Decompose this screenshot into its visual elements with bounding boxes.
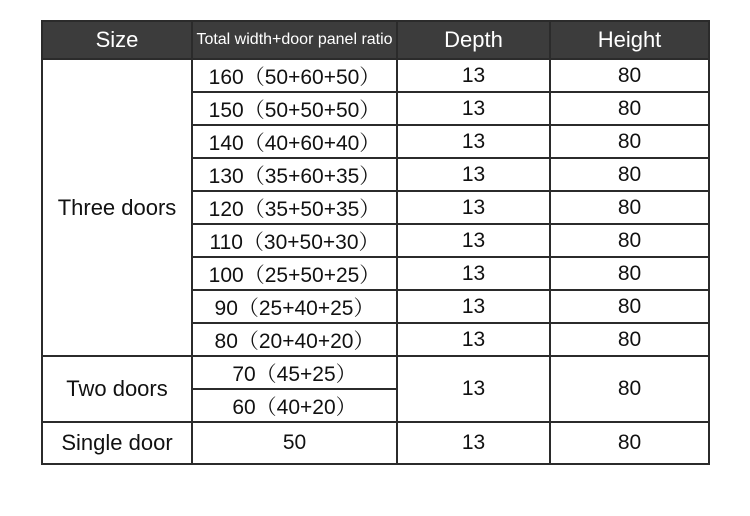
depth-cell: 13: [397, 290, 550, 323]
depth-cell: 13: [397, 191, 550, 224]
table-row: [42, 356, 709, 389]
height-cell: 80: [550, 224, 709, 257]
header-size: Size: [42, 21, 192, 59]
header-height: Height: [550, 21, 709, 59]
size-spec-table: [41, 20, 710, 465]
height-cell: 80: [550, 59, 709, 92]
depth-cell: 13: [397, 59, 550, 92]
header-ratio: Total width+door panel ratio: [192, 21, 397, 59]
height-cell: 80: [550, 422, 709, 464]
depth-cell: 13: [397, 125, 550, 158]
header-row: [42, 21, 709, 59]
ratio-cell: 90（25+40+25）: [192, 290, 397, 323]
height-cell: 80: [550, 191, 709, 224]
group-label-single-door: Single door: [42, 422, 192, 464]
depth-cell: 13: [397, 257, 550, 290]
ratio-cell: 60（40+20）: [192, 389, 397, 422]
depth-cell: 13: [397, 224, 550, 257]
header-depth: Depth: [397, 21, 550, 59]
height-cell: 80: [550, 257, 709, 290]
height-cell: 80: [550, 356, 709, 422]
depth-cell: 13: [397, 92, 550, 125]
ratio-cell: 100（25+50+25）: [192, 257, 397, 290]
ratio-cell: 120（35+50+35）: [192, 191, 397, 224]
table-row: [42, 59, 709, 92]
height-cell: 80: [550, 92, 709, 125]
depth-cell: 13: [397, 422, 550, 464]
depth-cell: 13: [397, 323, 550, 356]
height-cell: 80: [550, 158, 709, 191]
ratio-cell: 80（20+40+20）: [192, 323, 397, 356]
ratio-cell: 140（40+60+40）: [192, 125, 397, 158]
ratio-cell: 70（45+25）: [192, 356, 397, 389]
ratio-cell: 50: [192, 422, 397, 464]
table-row: [42, 422, 709, 464]
group-label-three-doors: Three doors: [42, 59, 192, 356]
height-cell: 80: [550, 323, 709, 356]
depth-cell: 13: [397, 356, 550, 422]
height-cell: 80: [550, 290, 709, 323]
ratio-cell: 160（50+60+50）: [192, 59, 397, 92]
ratio-cell: 110（30+50+30）: [192, 224, 397, 257]
group-label-two-doors: Two doors: [42, 356, 192, 422]
height-cell: 80: [550, 125, 709, 158]
ratio-cell: 130（35+60+35）: [192, 158, 397, 191]
depth-cell: 13: [397, 158, 550, 191]
ratio-cell: 150（50+50+50）: [192, 92, 397, 125]
